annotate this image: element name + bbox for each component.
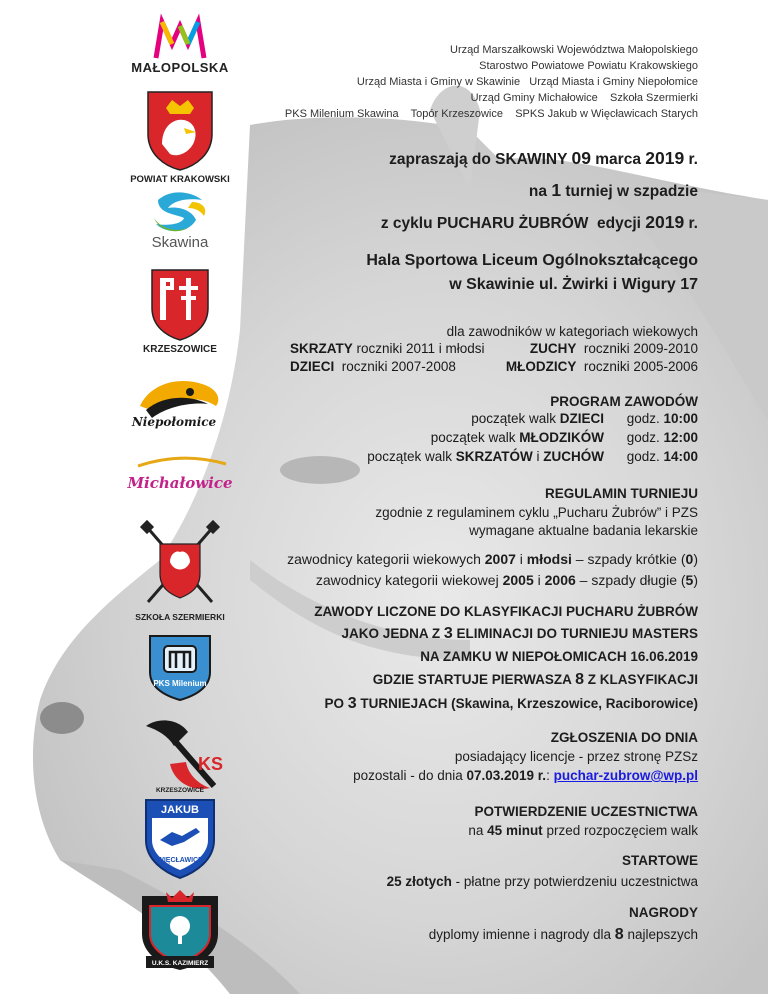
masters-number: 3 <box>443 625 453 642</box>
pks-milenium-shield-icon <box>144 632 216 702</box>
masters-text: Z KLASYFIKACJI <box>583 672 698 687</box>
title-line-1 <box>389 148 698 169</box>
category-years: roczniki 2011 i młodsi <box>352 341 485 356</box>
masters-text: GDZIE STARTUJE PIERWASZA <box>372 672 576 687</box>
registration-date: 07.03.2019 r. <box>466 768 547 783</box>
rule-text: zawodnicy kategorii wiekowych <box>287 551 485 567</box>
ks-krzeszowice-label: KRZESZOWICE <box>155 787 205 794</box>
szkola-szermierki-logo <box>120 522 240 622</box>
rule-text: zawodnicy kategorii wiekowej <box>315 572 503 588</box>
month-text: marca <box>590 151 646 168</box>
niepolomice-icon <box>132 376 228 428</box>
masters-line-3: NA ZAMKU W NIEPOŁOMICACH 16.06.2019 <box>420 649 698 664</box>
uks-kazimierz-logo <box>120 888 240 972</box>
email-link[interactable]: puchar-zubrow@wp.pl <box>553 768 698 783</box>
program-item <box>431 430 604 445</box>
masters-line-2 <box>342 624 698 643</box>
weapon-rule-1 <box>287 550 698 569</box>
category-zuchy <box>530 341 698 356</box>
venue-line-2: w Skawinie ul. Żwirki i Wigury 17 <box>449 276 698 293</box>
title-text: na <box>528 183 552 200</box>
fencing-crossed-swords-icon <box>140 522 220 612</box>
rule-text: i <box>533 572 545 588</box>
edition-year: 2019 <box>645 212 685 232</box>
rule-number: 0 <box>685 551 694 567</box>
rule-text: ) <box>693 551 698 567</box>
registration-text: : <box>546 768 554 783</box>
time-value: 10:00 <box>663 411 698 426</box>
jakub-wieclawice-logo <box>120 796 240 880</box>
fee-heading: STARTOWE <box>622 853 698 868</box>
categories-intro: dla zawodników w kategoriach wiekowych <box>446 324 698 339</box>
topor-krzeszowice-logo <box>120 710 240 794</box>
title-line-2 <box>529 180 698 201</box>
organizer-line: PKS Milenium Skawina Topór Krzeszowice SPKS Jakub w Więcławicach Starych <box>284 108 698 120</box>
confirmation-heading: POTWIERDZENIE UCZESTNICTWA <box>474 804 698 819</box>
skawina-logo <box>120 190 240 251</box>
masters-line-5 <box>324 694 698 713</box>
category-years: roczniki 2007-2008 <box>334 359 456 374</box>
svg-text:KS: KS <box>198 754 224 774</box>
program-time <box>627 430 698 445</box>
organizer-line: Urząd Miasta i Gminy w Skawinie Urząd Miasta i Gminy Niepołomice <box>356 76 698 88</box>
rule-year: 2006 <box>544 572 576 588</box>
program-text: początek walk <box>471 411 560 426</box>
malopolska-label: MAŁOPOLSKA <box>131 60 229 75</box>
skawina-wave-icon <box>148 190 212 234</box>
prizes-number: 8 <box>614 926 624 943</box>
registration-line-1: posiadający licencje - przez stronę PZSz <box>454 749 698 764</box>
rule-text: ) <box>693 572 698 588</box>
niepolomice-logo <box>120 376 240 428</box>
category-dzieci <box>290 359 456 374</box>
uks-kazimierz-label: U.K.S. KAZIMIERZ <box>151 960 209 967</box>
title-text: r. <box>684 215 698 232</box>
masters-text: TURNIEJACH (Skawina, Krzeszowice, Raciborowice) <box>356 696 698 711</box>
masters-line-4 <box>373 670 698 689</box>
uks-kazimierz-crest-icon <box>138 888 222 972</box>
krzeszowice-crest-icon <box>148 266 212 342</box>
confirmation-text: na <box>468 823 488 838</box>
prizes-text: dyplomy imienne i nagrody dla <box>428 927 615 942</box>
organizer-line: Starostwo Powiatowe Powiatu Krakowskiego <box>479 60 698 72</box>
masters-number: 3 <box>347 695 357 712</box>
jakub-label: JAKUB <box>161 804 199 816</box>
rule-year: 2007 <box>484 551 516 567</box>
malopolska-logo <box>120 18 240 75</box>
krzeszowice-logo <box>120 266 240 355</box>
category-years: roczniki 2005-2006 <box>576 359 698 374</box>
masters-text: ELIMINACJI DO TURNIEJU MASTERS <box>452 626 698 641</box>
masters-line-1: ZAWODY LICZONE DO KLASYFIKACJI PUCHARU ŻUBRÓW <box>314 604 698 619</box>
time-value: 12:00 <box>663 430 698 445</box>
powiat-krakowski-logo <box>120 88 240 185</box>
powiat-krakowski-label: POWIAT KRAKOWSKI <box>130 174 230 185</box>
rule-text: i <box>515 551 527 567</box>
venue-line-1: Hala Sportowa Liceum Ogólnokształcącego <box>366 252 698 269</box>
rules-line-1: zgodnie z regulaminem cyklu „Pucharu Żubrów” i PZS <box>375 505 698 520</box>
masters-text: JAKO JEDNA Z <box>341 626 444 641</box>
michalowice-label: Michałowice <box>127 474 233 492</box>
organizer-line: Urząd Marszałkowski Województwa Małopolskiego <box>450 44 698 56</box>
program-group: MŁODZIKÓW <box>519 430 604 445</box>
program-item <box>471 411 604 426</box>
tournament-number: 1 <box>551 180 562 200</box>
rule-text: – szpady krótkie ( <box>571 551 686 567</box>
program-text: początek walk <box>367 449 456 464</box>
niepolomice-label: Niepołomice <box>131 415 217 429</box>
registration-heading: ZGŁOSZENIA DO DNIA <box>550 730 698 745</box>
organizers-list <box>285 42 698 122</box>
michalowice-logo <box>120 456 240 498</box>
program-group: DZIECI <box>559 411 604 426</box>
weapon-rule-2 <box>316 571 698 590</box>
masters-number: 8 <box>575 671 584 688</box>
program-item <box>367 449 604 464</box>
szkola-szermierki-label: SZKOŁA SZERMIERKI <box>135 612 225 622</box>
category-label: DZIECI <box>290 359 335 374</box>
michalowice-icon <box>128 456 232 498</box>
day-number: 09 <box>571 148 591 168</box>
fee-amount: 25 złotych <box>386 874 452 889</box>
rule-number: 5 <box>685 572 694 588</box>
fee-text: - płatne przy potwierdzeniu uczestnictwa <box>451 874 698 889</box>
category-skrzaty <box>290 341 485 356</box>
program-time <box>627 411 698 426</box>
confirmation-time: 45 minut <box>487 823 543 838</box>
category-mlodzicy <box>506 359 698 374</box>
title-text: zapraszają do SKAWINY <box>389 151 572 168</box>
registration-text: pozostali - do dnia <box>353 768 467 783</box>
rules-line-2: wymagane aktualne badania lekarskie <box>469 523 698 538</box>
category-label: MŁODZICY <box>505 359 577 374</box>
skawina-label: Skawina <box>151 234 209 251</box>
rule-text: młodsi <box>526 551 572 567</box>
rules-heading: REGULAMIN TURNIEJU <box>544 486 698 501</box>
malopolska-m-icon <box>150 18 210 60</box>
fee-line <box>387 872 698 891</box>
jakub-shield-icon <box>142 796 218 880</box>
prizes-text: najlepszych <box>623 927 698 942</box>
time-prefix: godz. <box>626 430 664 445</box>
time-value: 14:00 <box>663 449 698 464</box>
category-label: SKRZATY <box>290 341 353 356</box>
pks-milenium-logo <box>120 632 240 702</box>
time-prefix: godz. <box>626 449 664 464</box>
axe-icon <box>140 710 224 794</box>
wieclawice-label: WIĘCŁAWICE <box>157 857 203 864</box>
program-group: ZUCHÓW <box>543 449 604 464</box>
prizes-heading: NAGRODY <box>628 905 698 920</box>
confirmation-text: przed rozpoczęciem walk <box>542 823 698 838</box>
program-heading: PROGRAM ZAWODÓW <box>550 394 698 409</box>
prizes-line <box>429 925 698 944</box>
time-prefix: godz. <box>626 411 664 426</box>
masters-text: PO <box>324 696 348 711</box>
category-label: ZUCHY <box>529 341 577 356</box>
program-time <box>627 449 698 464</box>
rule-text: – szpady długie ( <box>575 572 686 588</box>
confirmation-line <box>468 821 698 840</box>
krzeszowice-label: KRZESZOWICE <box>143 344 217 355</box>
program-text: i <box>532 449 544 464</box>
title-text: turniej w szpadzie <box>561 183 698 200</box>
registration-line-2 <box>353 766 698 785</box>
program-group: SKRZATÓW <box>455 449 533 464</box>
program-text: początek walk <box>430 430 520 445</box>
eagle-crest-icon <box>144 88 216 172</box>
rule-year: 2005 <box>502 572 534 588</box>
title-text: z cyklu PUCHARU ŻUBRÓW edycji <box>380 215 646 232</box>
organizer-line: Urząd Gminy Michałowice Szkoła Szermierki <box>470 92 698 104</box>
title-suffix: r. <box>684 151 698 168</box>
year-number: 2019 <box>645 148 685 168</box>
pks-milenium-label: PKS Milenium <box>153 679 207 688</box>
title-line-3 <box>381 212 698 233</box>
category-years: roczniki 2009-2010 <box>576 341 698 356</box>
